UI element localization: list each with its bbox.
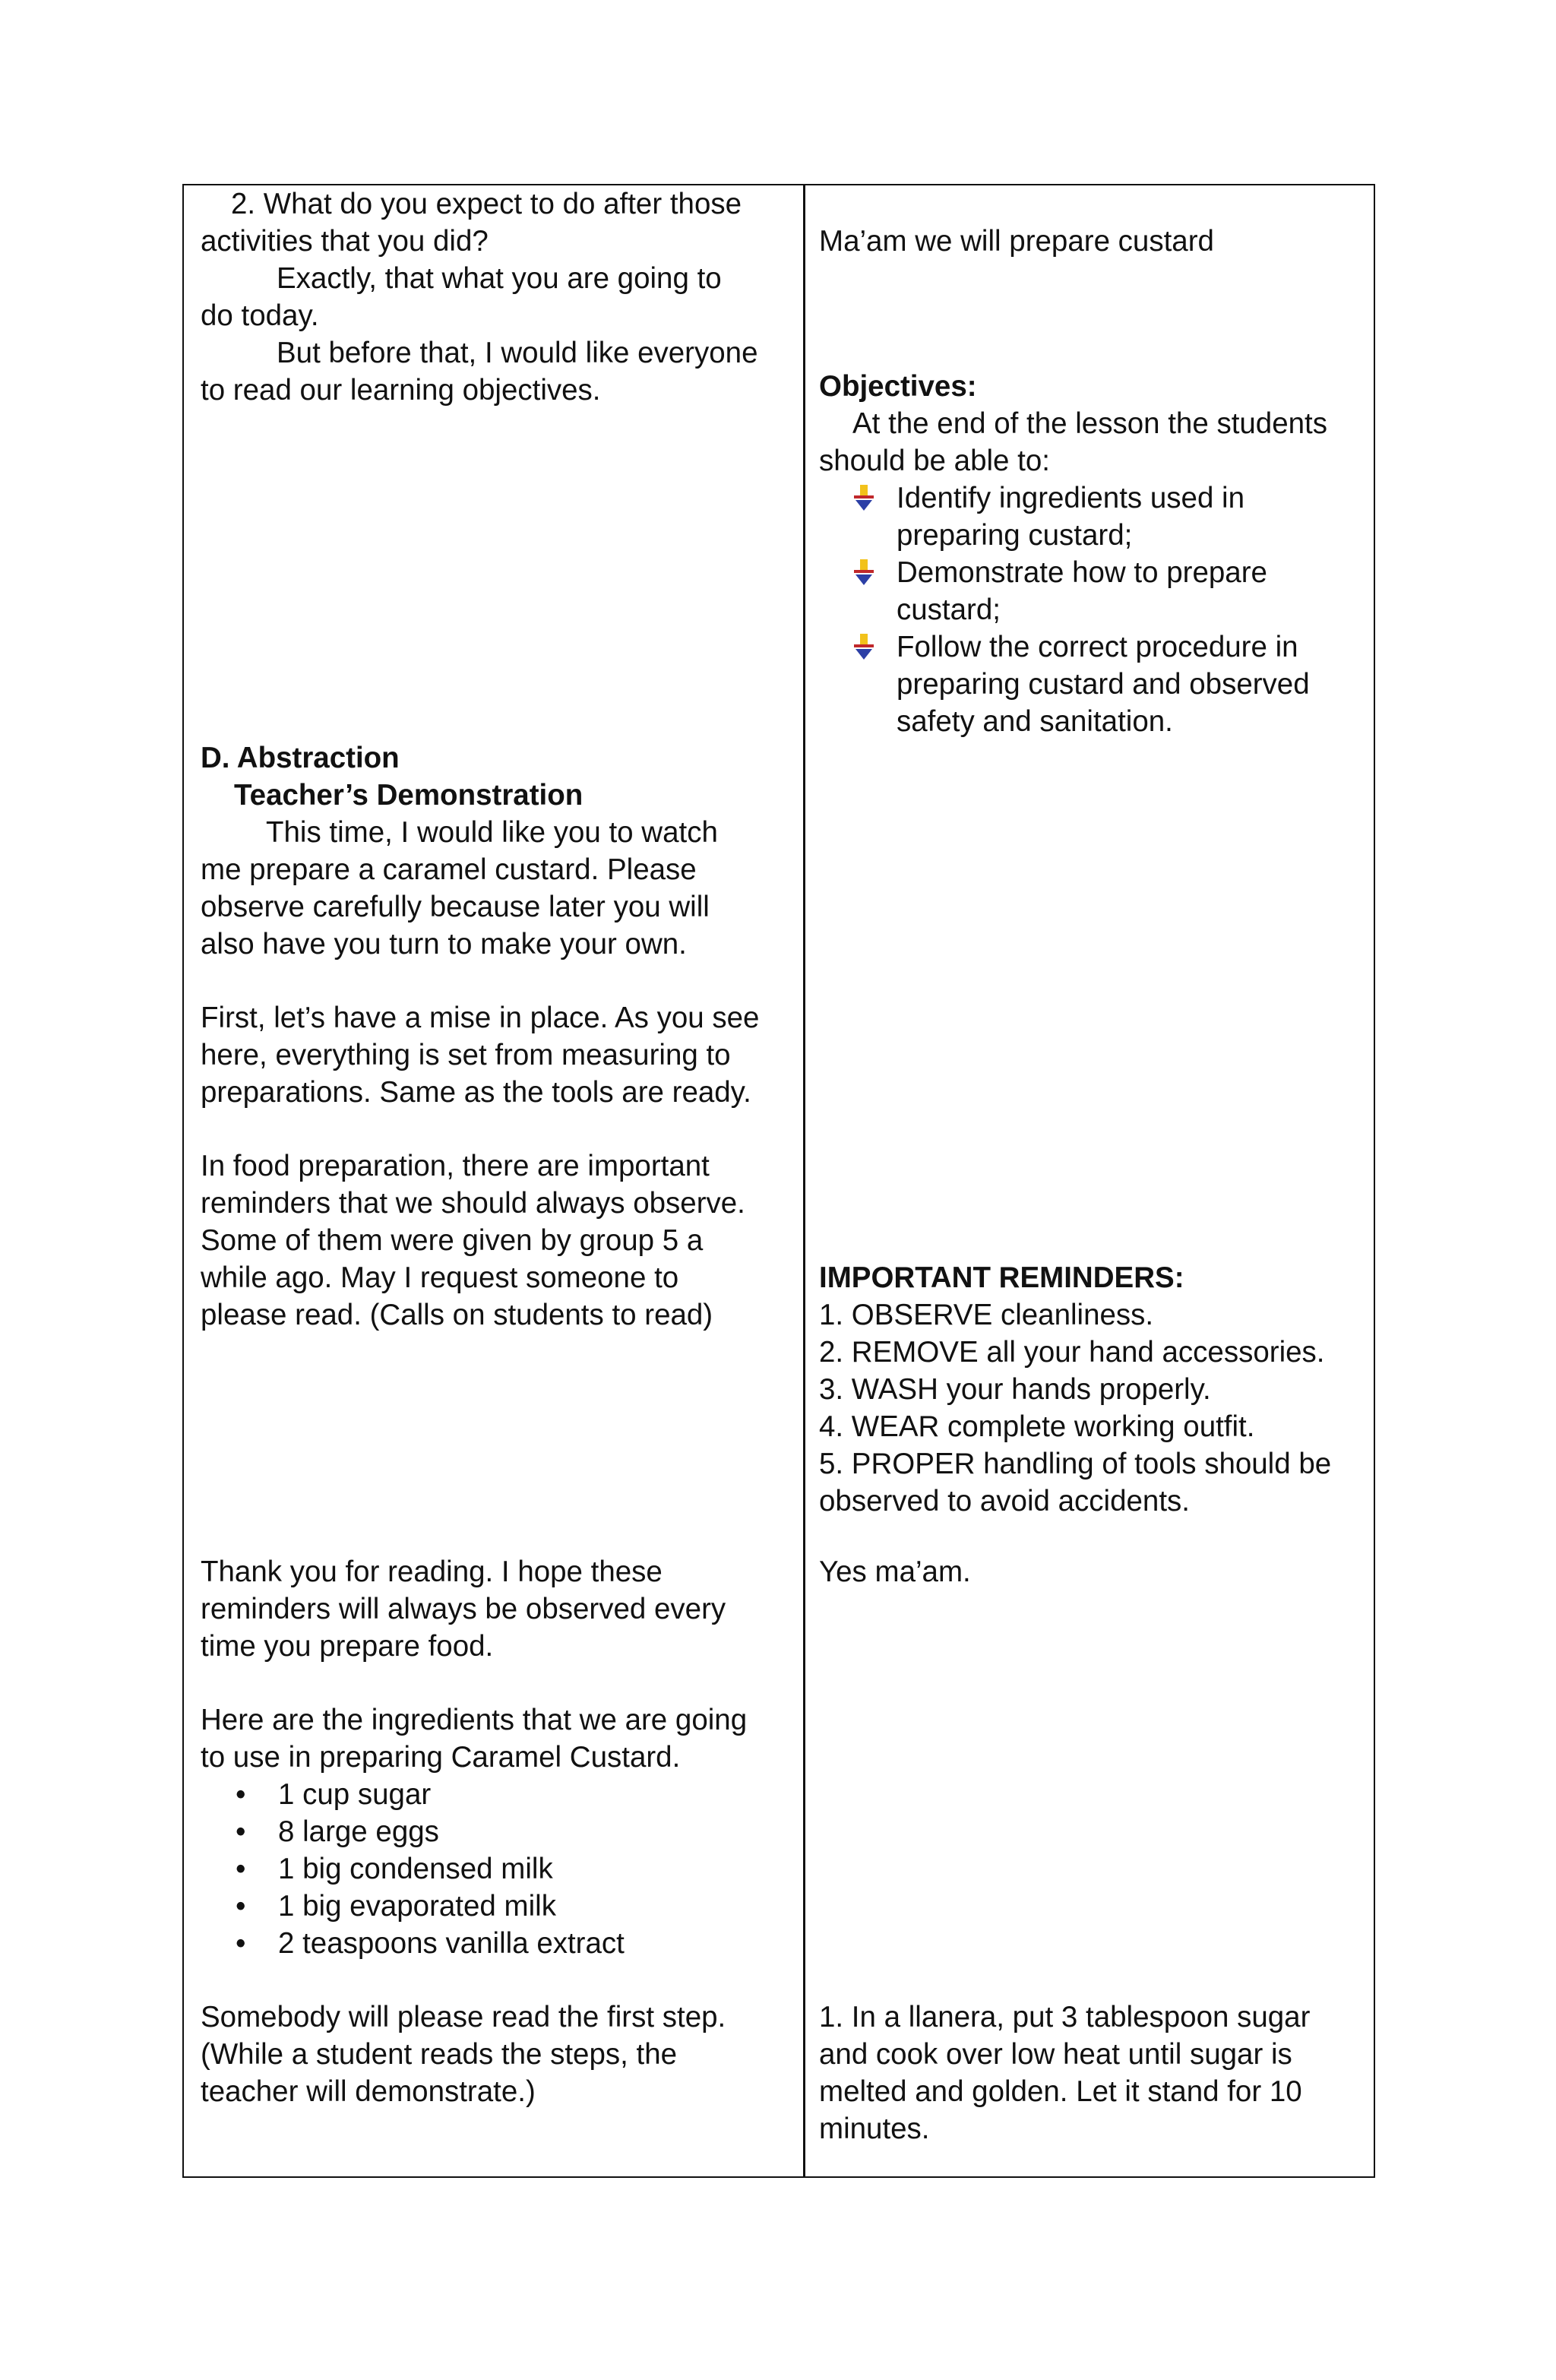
text-line: At the end of the lesson the students [852,407,1327,440]
arrow-stem [860,485,868,495]
ingredient-item: 1 big condensed milk [278,1853,553,1885]
text-line: time you prepare food. [201,1630,494,1663]
text-line: Thank you for reading. I hope these [201,1556,663,1588]
text-line: me prepare a caramel custard. Please [201,853,697,886]
arrow-bar [854,570,874,573]
text-line: observe carefully because later you will [201,891,710,923]
subheading-teacher-demonstration: Teacher’s Demonstration [234,779,584,812]
arrow-down-icon [852,483,875,514]
text-line: also have you turn to make your own. [201,928,687,961]
text-line: reminders that we should always observe. [201,1187,745,1220]
bullet-dot-icon: • [236,1927,246,1960]
ingredient-item: 2 teaspoons vanilla extract [278,1927,625,1960]
text-line: (While a student reads the steps, the [201,2038,678,2071]
arrow-head [855,500,872,511]
text-line: Some of them were given by group 5 a [201,1224,704,1257]
step-text: melted and golden. Let it stand for 10 [819,2075,1302,2108]
student-answer: Ma’am we will prepare custard [819,225,1214,258]
text-line: here, everything is set from measuring to [201,1039,731,1071]
reminder-item: 5. PROPER handling of tools should be [819,1448,1332,1480]
text-line: should be able to: [819,445,1050,477]
bullet-dot-icon: • [236,1890,246,1923]
text-line: preparations. Same as the tools are ready. [201,1076,751,1109]
teacher-activity-column [184,185,803,2176]
objective-item: Demonstrate how to prepare [897,556,1267,589]
objective-item: safety and sanitation. [897,705,1173,738]
reminder-item: observed to avoid accidents. [819,1485,1190,1518]
text-line: 2. What do you expect to do after those [231,188,742,220]
objectives-heading: Objectives: [819,370,977,403]
text-line: Somebody will please read the first step. [201,2001,726,2033]
text-line: Exactly, that what you are going to [277,262,722,295]
text-line: In food preparation, there are important [201,1150,710,1182]
reminder-item: 4. WEAR complete working outfit. [819,1410,1255,1443]
reminder-item: 1. OBSERVE cleanliness. [819,1299,1154,1331]
step-text: 1. In a llanera, put 3 tablespoon sugar [819,2001,1311,2033]
text-line: to use in preparing Caramel Custard. [201,1741,681,1774]
text-line: First, let’s have a mise in place. As you see [201,1002,760,1034]
text-line: to read our learning objectives. [201,374,601,407]
lesson-plan-table [182,184,1375,2178]
arrow-stem [860,559,868,570]
objective-item: Identify ingredients used in [897,482,1245,514]
objective-item: custard; [897,593,1001,626]
text-line: teacher will demonstrate.) [201,2075,536,2108]
step-text: minutes. [819,2113,930,2145]
arrow-bar [854,644,874,647]
text-line: This time, I would like you to watch [266,816,718,849]
text-line: do today. [201,299,319,332]
reminder-item: 3. WASH your hands properly. [819,1373,1211,1406]
ingredient-item: 8 large eggs [278,1815,439,1848]
objective-item: Follow the correct procedure in [897,631,1298,663]
arrow-down-icon [852,558,875,588]
student-activity-column [805,185,1374,2176]
bullet-dot-icon: • [236,1815,246,1848]
objective-item: preparing custard and observed [897,668,1310,701]
text-line: while ago. May I request someone to [201,1261,679,1294]
text-line: Here are the ingredients that we are going [201,1704,748,1736]
ingredient-item: 1 cup sugar [278,1778,432,1811]
objective-item: preparing custard; [897,519,1133,552]
reminder-item: 2. REMOVE all your hand accessories. [819,1336,1325,1369]
text-line: activities that you did? [201,225,489,258]
arrow-head [855,574,872,585]
arrow-bar [854,495,874,498]
important-reminders-heading: IMPORTANT REMINDERS: [819,1261,1184,1294]
bullet-dot-icon: • [236,1853,246,1885]
bullet-dot-icon: • [236,1778,246,1811]
arrow-head [855,649,872,660]
student-answer: Yes ma’am. [819,1556,971,1588]
text-line: But before that, I would like everyone [277,337,758,369]
text-line: please read. (Calls on students to read) [201,1299,713,1331]
ingredient-item: 1 big evaporated milk [278,1890,556,1923]
section-heading-abstraction: D. Abstraction [201,742,400,774]
text-line: reminders will always be observed every [201,1593,726,1625]
arrow-down-icon [852,632,875,663]
step-text: and cook over low heat until sugar is [819,2038,1292,2071]
arrow-stem [860,634,868,644]
